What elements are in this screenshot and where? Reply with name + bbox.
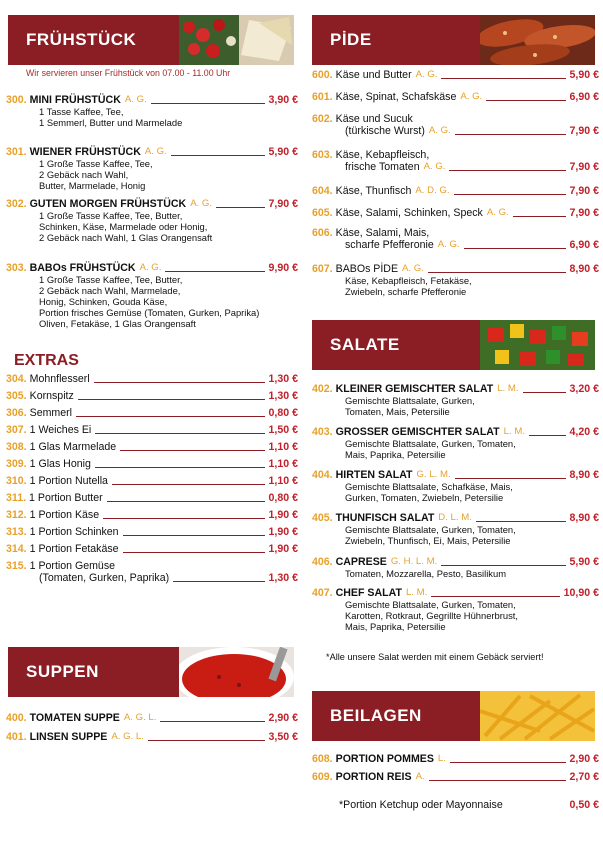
suppen-title: SUPPEN	[26, 662, 99, 681]
fruehstueck-item	[6, 94, 298, 128]
beilagen-item-row	[312, 753, 599, 765]
description-line: Gemischte Blattsalate, Schafkäse, Mais,	[345, 481, 513, 492]
item-name: HIRTEN SALAT	[335, 469, 413, 481]
item-price: 8,90 €	[569, 512, 599, 524]
leader-line	[148, 740, 265, 741]
leader-line	[76, 416, 265, 417]
extras-item-row	[6, 441, 298, 453]
description-line: Honig, Schinken, Gouda Käse,	[39, 296, 168, 307]
item-name: Käse, Salami, Mais,	[335, 227, 430, 239]
item-description	[312, 568, 599, 579]
leader-line	[103, 518, 264, 519]
item-number: 601.	[312, 91, 333, 103]
item-description	[6, 158, 298, 191]
item-number: 404.	[312, 469, 333, 481]
beilagen-title: BEILAGEN	[330, 706, 422, 725]
item-number: 600.	[312, 69, 333, 81]
item-number: 604.	[312, 185, 333, 197]
leader-line	[450, 762, 566, 763]
item-price: 3,50 €	[268, 731, 298, 743]
beilagen-item	[312, 753, 599, 765]
description-line: Gurken, Tomaten, Zwiebeln, Petersilie	[345, 492, 504, 503]
item-price: 5,90 €	[569, 556, 599, 568]
item-allergens: A. G.	[428, 125, 451, 136]
pide-item	[312, 91, 599, 103]
item-number: 304.	[6, 373, 27, 385]
extras-item-row	[6, 475, 298, 487]
item-name: Kornspitz	[29, 390, 74, 402]
item-number: 406.	[312, 556, 333, 568]
pide-item	[312, 113, 599, 137]
leader-line	[78, 399, 265, 400]
suppen-item	[6, 731, 298, 743]
item-price: 1,10 €	[268, 458, 298, 470]
item-price: 1,90 €	[268, 526, 298, 538]
extras-item	[6, 441, 298, 453]
leader-line	[160, 721, 264, 722]
salate-note: *Alle unsere Salat werden mit einem Gebäck serviert!	[326, 652, 544, 662]
pide-item	[312, 263, 599, 297]
leader-line	[112, 484, 265, 485]
item-name: GUTEN MORGEN FRÜHSTÜCK	[29, 198, 187, 210]
item-number: 305.	[6, 390, 27, 402]
pide-item-row	[312, 113, 599, 125]
item-name: PORTION REIS	[335, 771, 412, 783]
leader-line	[94, 382, 265, 383]
item-number: 309.	[6, 458, 27, 470]
item-price: 1,30 €	[268, 390, 298, 402]
item-name: 1 Portion Schinken	[29, 526, 119, 538]
leader-line	[431, 596, 559, 597]
extras-item-row	[6, 407, 298, 419]
salate-banner	[312, 320, 595, 370]
item-number: 313.	[6, 526, 27, 538]
item-name: CAPRESE	[335, 556, 387, 568]
item-allergens: A. G.	[124, 94, 147, 105]
description-line: Zwiebeln, Thunfisch, Ei, Mais, Petersilie	[345, 535, 511, 546]
item-number: 608.	[312, 753, 333, 765]
salate-item-row	[312, 512, 599, 524]
description-line: Tomaten, Mozzarella, Pesto, Basilikum	[345, 568, 506, 579]
extras-item-row	[6, 492, 298, 504]
item-price: 1,10 €	[268, 475, 298, 487]
fruehstueck-item-row	[6, 94, 298, 106]
item-allergens: A. G.	[460, 91, 483, 102]
pide-item	[312, 227, 599, 251]
extras-item	[6, 407, 298, 419]
item-number: 400.	[6, 712, 27, 724]
item-name-cont: (türkische Wurst)	[345, 125, 425, 137]
item-number: 306.	[6, 407, 27, 419]
extras-item-row	[6, 373, 298, 385]
item-description	[6, 106, 298, 128]
item-allergens: L.	[437, 753, 446, 764]
pide-item-row	[312, 149, 599, 161]
extras-item	[6, 475, 298, 487]
item-description	[6, 274, 298, 329]
suppen-item	[6, 712, 298, 724]
item-name: 1 Glas Honig	[29, 458, 91, 470]
item-name: Semmerl	[29, 407, 73, 419]
pide-item	[312, 69, 599, 81]
suppen-banner	[8, 647, 294, 697]
item-name: Käse, Thunfisch	[335, 185, 412, 197]
item-name: TOMATEN SUPPE	[29, 712, 120, 724]
description-line: Oliven, Fetakäse, 1 Glas Orangensaft	[39, 318, 196, 329]
item-number: 405.	[312, 512, 333, 524]
item-price: 3,90 €	[268, 94, 298, 106]
item-price: 1,90 €	[268, 543, 298, 555]
description-line: 2 Gebäck nach Wahl, 1 Glas Orangensaft	[39, 232, 213, 243]
item-allergens: A. G.	[190, 198, 213, 209]
item-name: Käse und Butter	[335, 69, 412, 81]
item-name: PORTION POMMES	[335, 753, 434, 765]
salate-item	[312, 469, 599, 503]
item-name: 1 Weiches Ei	[29, 424, 92, 436]
item-number: 602.	[312, 113, 333, 125]
extras-item-row	[6, 509, 298, 521]
leader-line	[123, 535, 265, 536]
pide-item-row	[312, 69, 599, 81]
salate-item	[312, 383, 599, 417]
item-allergens: A. G.	[139, 262, 162, 273]
item-allergens: A. G. L.	[123, 712, 157, 723]
item-allergens: G. H. L. M.	[390, 556, 438, 567]
pide-item	[312, 207, 599, 219]
description-line: Portion frisches Gemüse (Tomaten, Gurken, Paprika)	[39, 307, 260, 318]
fruehstueck-item	[6, 146, 298, 191]
item-name: 1 Portion Nutella	[29, 475, 108, 487]
item-number: 308.	[6, 441, 27, 453]
salate-item	[312, 426, 599, 460]
pide-item-cont-row	[312, 125, 599, 137]
item-number: 401.	[6, 731, 27, 743]
item-number: 402.	[312, 383, 333, 395]
item-price: 5,90 €	[268, 146, 298, 158]
item-price: 2,90 €	[268, 712, 298, 724]
item-price: 6,90 €	[569, 239, 599, 251]
pide-title: PİDE	[330, 30, 372, 49]
pide-item-cont-row	[312, 161, 599, 173]
pide-item-cont-row	[312, 239, 599, 251]
item-description	[312, 481, 599, 503]
item-price: 2,70 €	[569, 771, 599, 783]
leader-line	[95, 467, 265, 468]
description-line: Gemischte Blattsalate, Gurken, Tomaten,	[345, 438, 516, 449]
item-allergens: A.	[415, 771, 425, 782]
item-name: BABOs PİDE	[335, 263, 399, 275]
description-line: Karotten, Rotkraut, Gegrillte Hühnerbrust,	[345, 610, 518, 621]
leader-line	[123, 552, 265, 553]
item-price: 0,80 €	[268, 407, 298, 419]
item-allergens: D. L. M.	[438, 512, 472, 523]
leader-line	[513, 216, 566, 217]
item-allergens: A. G.	[144, 146, 167, 157]
item-name: CHEF SALAT	[335, 587, 402, 599]
salate-item-row	[312, 556, 599, 568]
item-allergens: G. L. M.	[416, 469, 451, 480]
beilagen-banner	[312, 691, 595, 741]
fruehstueck-banner	[8, 15, 294, 65]
extras-item	[6, 526, 298, 538]
item-number: 311.	[6, 492, 27, 504]
salate-title: SALATE	[330, 335, 400, 354]
leader-line	[151, 103, 265, 104]
beilagen-note-row	[339, 799, 599, 811]
item-number: 403.	[312, 426, 333, 438]
pide-item-row	[312, 185, 599, 197]
tomato-soup-photo-icon	[179, 647, 294, 697]
leader-line	[529, 435, 566, 436]
item-name: THUNFISCH SALAT	[335, 512, 435, 524]
description-line: Gemischte Blattsalate, Gurken,	[345, 395, 475, 406]
extras-item	[6, 373, 298, 385]
item-name: 1 Portion Käse	[29, 509, 100, 521]
item-number: 314.	[6, 543, 27, 555]
item-name: Käse, Spinat, Schafskäse	[335, 91, 457, 103]
pide-item	[312, 149, 599, 173]
item-name: LINSEN SUPPE	[29, 731, 108, 743]
item-name: MINI FRÜHSTÜCK	[29, 94, 121, 106]
beilagen-note-price: 0,50 €	[569, 799, 599, 811]
item-description	[6, 210, 298, 243]
item-price: 1,30 €	[268, 572, 298, 584]
breakfast-photo-icon	[179, 15, 294, 65]
description-line: Mais, Paprika, Petersilie	[345, 621, 446, 632]
leader-line	[216, 207, 264, 208]
item-name: Käse, Kebapfleisch,	[335, 149, 430, 161]
description-line: 1 Große Tasse Kaffee, Tee,	[39, 158, 153, 169]
item-number: 605.	[312, 207, 333, 219]
item-description	[312, 599, 599, 632]
item-number: 607.	[312, 263, 333, 275]
item-name: 1 Portion Fetakäse	[29, 543, 119, 555]
item-name: Mohnflesserl	[29, 373, 90, 385]
extras-item-row	[6, 526, 298, 538]
fruehstueck-item-row	[6, 262, 298, 274]
leader-line	[107, 501, 265, 502]
item-price: 1,90 €	[268, 509, 298, 521]
leader-line	[173, 581, 264, 582]
suppen-item-row	[6, 731, 298, 743]
leader-line	[428, 272, 566, 273]
leader-line	[165, 271, 264, 272]
pide-photo-icon	[480, 15, 595, 65]
extras-item-row	[6, 390, 298, 402]
item-name: Käse und Sucuk	[335, 113, 413, 125]
item-number: 606.	[312, 227, 333, 239]
beilagen-note: *Portion Ketchup oder Mayonnaise	[339, 799, 503, 811]
extras-item	[6, 509, 298, 521]
item-price: 3,20 €	[569, 383, 599, 395]
extras-item	[6, 458, 298, 470]
item-name: 1 Portion Gemüse	[29, 560, 116, 572]
item-allergens: A. G.	[402, 263, 424, 274]
extras-item	[6, 560, 298, 584]
salate-item	[312, 587, 599, 632]
item-price: 7,90 €	[569, 161, 599, 173]
item-name: WIENER FRÜHSTÜCK	[29, 146, 141, 158]
pide-item-row	[312, 91, 599, 103]
leader-line	[429, 780, 566, 781]
description-line: 1 Große Tasse Kaffee, Tee, Butter,	[39, 274, 183, 285]
item-number: 310.	[6, 475, 27, 487]
extras-item-row	[6, 458, 298, 470]
extras-item-cont-row	[6, 572, 298, 584]
fruehstueck-item	[6, 262, 298, 329]
leader-line	[95, 433, 264, 434]
pide-item-row	[312, 263, 599, 275]
extras-item-row	[6, 424, 298, 436]
item-name: GROSSER GEMISCHTER SALAT	[335, 426, 500, 438]
item-number: 302.	[6, 198, 27, 210]
item-number: 300.	[6, 94, 27, 106]
description-line: 2 Gebäck nach Wahl, Marmelade,	[39, 285, 181, 296]
item-number: 603.	[312, 149, 333, 161]
item-allergens: L. M.	[503, 426, 525, 437]
item-description	[312, 524, 599, 546]
salate-item-row	[312, 383, 599, 395]
salate-item	[312, 556, 599, 579]
item-price: 7,90 €	[569, 207, 599, 219]
leader-line	[449, 170, 565, 171]
item-name: 1 Portion Butter	[29, 492, 103, 504]
extras-item-row	[6, 543, 298, 555]
item-price: 1,30 €	[268, 373, 298, 385]
item-price: 7,90 €	[268, 198, 298, 210]
description-line: 2 Gebäck nach Wahl,	[39, 169, 129, 180]
item-number: 303.	[6, 262, 27, 274]
extras-title: EXTRAS	[14, 352, 79, 369]
leader-line	[476, 521, 566, 522]
item-name: KLEINER GEMISCHTER SALAT	[335, 383, 494, 395]
item-description	[312, 438, 599, 460]
leader-line	[455, 478, 566, 479]
description-line: 1 Tasse Kaffee, Tee,	[39, 106, 124, 117]
leader-line	[454, 194, 566, 195]
description-line: Käse, Kebapfleisch, Fetakäse,	[345, 275, 472, 286]
item-allergens: A. D. G.	[415, 185, 450, 196]
description-line: Butter, Marmelade, Honig	[39, 180, 146, 191]
pide-item-row	[312, 227, 599, 239]
extras-item-row	[6, 560, 298, 572]
fruehstueck-title: FRÜHSTÜCK	[26, 30, 137, 49]
description-line: Schinken, Käse, Marmelade oder Honig,	[39, 221, 208, 232]
description-line: Tomaten, Mais, Petersilie	[345, 406, 450, 417]
salate-item	[312, 512, 599, 546]
item-price: 7,90 €	[569, 185, 599, 197]
item-description	[312, 395, 599, 417]
item-price: 8,90 €	[569, 469, 599, 481]
description-line: Zwiebeln, scharfe Pfefferonie	[345, 286, 467, 297]
item-name-cont: (Tomaten, Gurken, Paprika)	[39, 572, 170, 584]
leader-line	[441, 565, 565, 566]
extras-item	[6, 492, 298, 504]
item-allergens: L. M.	[405, 587, 428, 598]
leader-line	[486, 100, 565, 101]
item-name: Käse, Salami, Schinken, Speck	[335, 207, 483, 219]
salate-item-row	[312, 587, 599, 599]
item-allergens: A. G.	[415, 69, 438, 80]
extras-item	[6, 543, 298, 555]
item-price: 8,90 €	[569, 263, 599, 275]
fruehstueck-item-row	[6, 146, 298, 158]
item-price: 9,90 €	[268, 262, 298, 274]
pide-item-row	[312, 207, 599, 219]
item-number: 407.	[312, 587, 333, 599]
suppen-item-row	[6, 712, 298, 724]
item-name-cont: scharfe Pfefferonie	[345, 239, 434, 251]
leader-line	[441, 78, 565, 79]
item-price: 1,50 €	[268, 424, 298, 436]
item-allergens: L. M.	[497, 383, 519, 394]
description-line: 1 Semmerl, Butter und Marmelade	[39, 117, 183, 128]
leader-line	[523, 392, 566, 393]
item-price: 6,90 €	[569, 91, 599, 103]
fruehstueck-item	[6, 198, 298, 243]
extras-item	[6, 424, 298, 436]
fruehstueck-subtitle: Wir servieren unser Frühstück von 07.00 - 11.00 Uhr	[26, 68, 231, 78]
item-description	[312, 275, 599, 297]
description-line: Mais, Paprika, Petersilie	[345, 449, 446, 460]
item-price: 0,80 €	[268, 492, 298, 504]
salate-item-row	[312, 426, 599, 438]
item-allergens: A. G.	[486, 207, 509, 218]
item-allergens: A. G. L.	[111, 731, 144, 742]
extras-item	[6, 390, 298, 402]
beilagen-item	[312, 771, 599, 783]
leader-line	[120, 450, 264, 451]
salate-item-row	[312, 469, 599, 481]
item-number: 609.	[312, 771, 333, 783]
item-allergens: A. G.	[437, 239, 460, 250]
item-name: 1 Glas Marmelade	[29, 441, 117, 453]
item-price: 2,90 €	[569, 753, 599, 765]
leader-line	[455, 134, 566, 135]
item-name: BABOs FRÜHSTÜCK	[29, 262, 136, 274]
item-name-cont: frische Tomaten	[345, 161, 420, 173]
leader-line	[464, 248, 566, 249]
fries-photo-icon	[480, 691, 595, 741]
description-line: 1 Große Tasse Kaffee, Tee, Butter,	[39, 210, 183, 221]
item-price: 5,90 €	[569, 69, 599, 81]
description-line: Gemischte Blattsalate, Gurken, Tomaten,	[345, 599, 516, 610]
item-allergens: A. G.	[423, 161, 446, 172]
beilagen-item-row	[312, 771, 599, 783]
item-number: 315.	[6, 560, 27, 572]
description-line: Gemischte Blattsalate, Gurken, Tomaten,	[345, 524, 516, 535]
pide-banner	[312, 15, 595, 65]
leader-line	[171, 155, 265, 156]
item-number: 307.	[6, 424, 27, 436]
fruehstueck-item-row	[6, 198, 298, 210]
pide-item	[312, 185, 599, 197]
salad-skewer-photo-icon	[480, 320, 595, 370]
item-price: 1,10 €	[268, 441, 298, 453]
item-number: 312.	[6, 509, 27, 521]
item-number: 301.	[6, 146, 27, 158]
item-price: 7,90 €	[569, 125, 599, 137]
item-price: 4,20 €	[569, 426, 599, 438]
item-price: 10,90 €	[563, 587, 599, 599]
